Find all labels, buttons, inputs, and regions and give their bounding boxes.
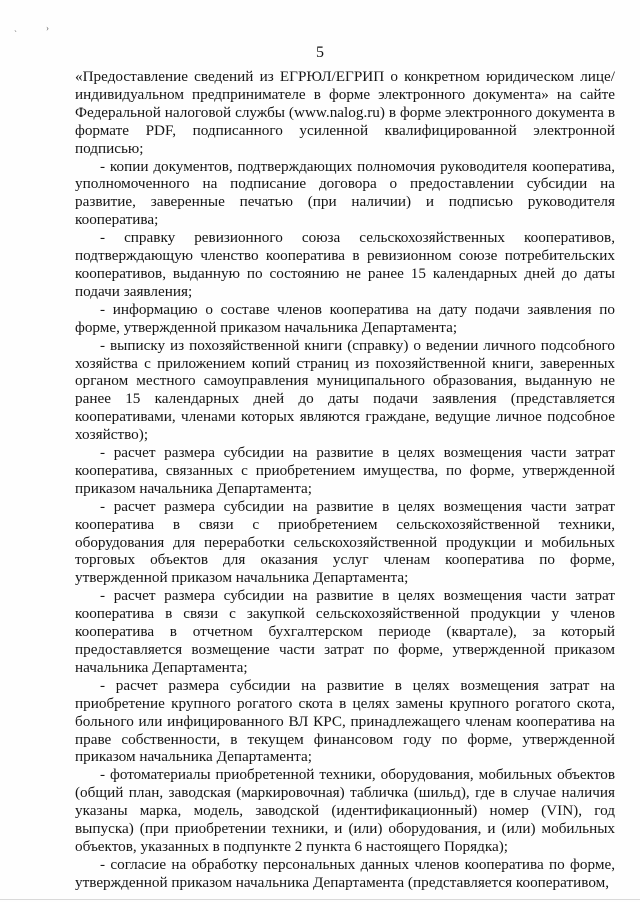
list-item: - фотоматериалы приобретенной техники, оборудования, мобильных объектов (общий план, заводская (маркировочная) табличка (шильд), где в случае наличия указаны марка, модель, заводской (идентификационный) номер (VIN), год выпуска) (при приобретении техники, и (или) оборудования, и (или) мобильных объектов, указанных в подпункте 2 пункта 6 настоящего Порядка); — [75, 766, 615, 855]
list-item: - расчет размера субсидии на развитие в целях возмещения части затрат кооператива в связи с закупкой сельскохозяйственной продукции у членов кооператива в отчетном бухгалтерском периоде (квартале), за который предоставляется возмещение части затрат по форме, утвержденной приказом начальника Департамента; — [75, 587, 615, 676]
list-item: - справку ревизионного союза сельскохозяйственных кооперативов, подтверждающую членство кооператива в ревизионном союзе потребительских кооперативов, выданную по состоянию не ранее 15 календарных дней до даты подачи заявления; — [75, 229, 615, 300]
scan-artifact-mark: › — [46, 23, 49, 33]
list-item: - расчет размера субсидии на развитие в целях возмещения части затрат кооператива, связанных с приобретением имущества, по форме, утвержденной приказом начальника Департамента; — [75, 444, 615, 497]
scan-artifact-mark: ` — [14, 29, 17, 39]
page-bottom-edge — [0, 899, 640, 900]
list-item: - информацию о составе членов кооператива на дату подачи заявления по форме, утвержденной приказом начальника Департамента; — [75, 300, 615, 336]
list-item: - расчет размера субсидии на развитие в целях возмещения части затрат кооператива в связи с приобретением сельскохозяйственной техники, оборудования для переработки сельскохозяйственной продукции и мобильных торговых объектов для оказания услуг членам кооператива по форме, утвержденной приказом начальника Департамента; — [75, 497, 615, 587]
document-body — [75, 68, 615, 892]
list-item: - согласие на обработку персональных данных членов кооператива по форме, утвержденной приказом начальника Департамента (представляется кооперативом, — [75, 855, 615, 891]
page-number: 5 — [316, 44, 324, 61]
paragraph: «Предоставление сведений из ЕГРЮЛ/ЕГРИП о конкретном юридическом лице/индивидуальном предпринимателе в форме электронного документа» на сайте Федеральной налоговой службы (www.nalog.ru) в форме электронного документа в формате PDF, подписанного усиленной квалифицированной электронной подписью; — [75, 68, 615, 157]
list-item: - копии документов, подтверждающих полномочия руководителя кооператива, уполномоченного на подписание договора о предоставлении субсидии на развитие, заверенные печатью (при наличии) и подписью руководителя кооператива; — [75, 157, 615, 229]
list-item: - выписку из похозяйственной книги (справку) о ведении личного подсобного хозяйства с приложением копий страниц из похозяйственной книги, заверенных органом местного самоуправления муниципального образования, выданную не ранее 15 календарных дней до даты подачи заявления (представляется кооперативами, членами которых являются граждане, ведущие личное подсобное хозяйство); — [75, 336, 615, 444]
list-item: - расчет размера субсидии на развитие в целях возмещения затрат на приобретение крупного рогатого скота в целях замены крупного рогатого скота, больного или инфицированного ВЛ КРС, принадлежащего членам кооператива на праве собственности, в текущем финансовом году по форме, утвержденной приказом начальника Департамента; — [75, 676, 615, 766]
